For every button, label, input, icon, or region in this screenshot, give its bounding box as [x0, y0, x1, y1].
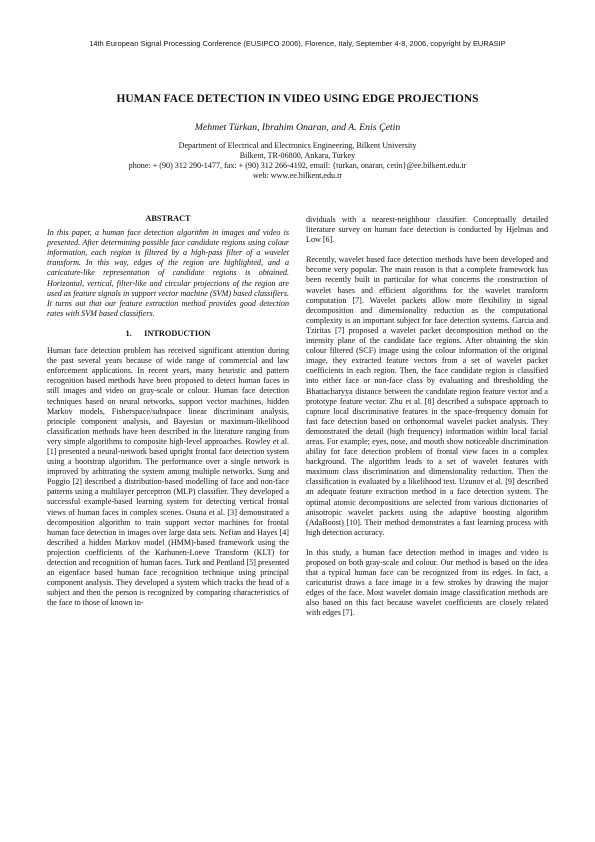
introduction-paragraph-1-continued: dividuals with a nearest-neighbour classifier. Conceptually detailed literature survey on human face detection is conducted by Hjelmas and Low [6].: [306, 215, 548, 245]
introduction-heading: 1. INTRODUCTION: [125, 328, 211, 338]
right-column: [306, 215, 548, 619]
conference-header: 14th European Signal Processing Conference (EUSIPCO 2006), Florence, Italy, September 4-8, 2006, copyright by EURASIP: [89, 39, 506, 48]
abstract-text: In this paper, a human face detection algorithm in images and video is presented. After determining possible face candidate regions using colour information, each region is filtered by a high-pass filter of a wavelet transform. In this way, edges of the region are highlighted, and a caricature-like representation of candidate regions is obtained. Horizontal, vertical, filter-like and circular projections of the region are used as feature signals in support vector machine (SVM) based classifiers. It turns out that our feature extraction method provides good detection rates with SVM based classifiers.: [47, 228, 289, 318]
affiliation-department: Department of Electrical and Electronics Engineering, Bilkent University: [178, 141, 417, 150]
affiliation-web: web: www.ee.bilkent.edu.tr: [252, 171, 343, 181]
left-column: [47, 214, 289, 608]
affiliation-address: Bilkent, TR-06800, Ankara, Turkey: [239, 151, 356, 161]
paper-authors: Mehmet Türkan, Ibrahim Onaran, and A. Enis Çetin: [194, 122, 401, 133]
introduction-paragraph-1: Human face detection problem has received significant attention during the past several years because of wide range of commercial and law enforcement applications. In recent years, many heuristic and pattern recognition based methods have been proposed to detect human faces in still images and video on gray-scale or colour. Human face detection techniques based on neural networks, support vector machines, hidden Markov models, Fisherspace/subspace linear discriminant analysis, principle component analysis, and Bayesian or maximum-likelihood classification methods have been described in the literature ranging from very simple algorithms to composite high-level approaches. Rowley et al. [1] presented a neural-network based upright frontal face detection system using a bootstrap algorithm. The performance over a single network is improved by arbitrating the system among multiple networks. Sung and Poggio [2] described a distribution-based modelling of face and non-face patterns using a multilayer perceptron (MLP) classifier. They developed a successful example-based learning system for detecting vertical frontal views of human faces in complex scenes. Osuna et al. [3] demonstrated a decomposition algorithm to train support vector machines for frontal human face detection in images over large data sets. Nefian and Hayes [4] described a hidden Markov model (HMM)-based framework using the projection coefficients of the Karhunen-Loeve Transform (KLT) for detection and recognition of human faces. Turk and Pentland [5] presented an eigenface based human face recognition technique using principal component analysis. They developed a system which tracks the head of a subject and then the person is recognized by comparing characteristics of the face to those of known in-: [47, 346, 289, 608]
abstract-heading: ABSTRACT: [145, 214, 191, 223]
paper-title: HUMAN FACE DETECTION IN VIDEO USING EDGE PROJECTIONS: [116, 93, 479, 105]
introduction-paragraph-3: In this study, a human face detection method in images and video is proposed on both gray-scale and colour. Our method is based on the idea that a typical human face can be recognized from its edges. In fact, a caricaturist draws a face image in a few strokes by drawing the major edges of the face. Most wavelet domain image classification methods are also based on this fact because wavelet coefficients are closely related with edges [7].: [306, 547, 548, 618]
affiliation-block: [0, 141, 595, 181]
introduction-paragraph-2: Recently, wavelet based face detection methods have been developed and become very popular. The main reason is that a complete framework has been recently built in particular for what concerns the construction of wavelet bases and efficient algorithms for the wavelet transform computation [7]. Wavelet packets allow more flexibility in signal decomposition and dimensionality reduction as the computational complexity is an important subject for face detection systems. Garcia and Tziritas [7] proposed a wavelet packet decomposition method on the intensity plane of the candidate face regions. After obtaining the skin colour filtered (SCF) image using the colour information of the original image, they extracted feature vectors from a set of wavelet packet coefficients in each region. Then, the face candidate region is classified into either face or non-face class by evaluating and thresholding the Bhattacharyya distance between the candidate region feature vector and a prototype feature vector. Zhu et al. [8] described a subspace approach to capture local discriminative features in the space-frequency domain for fast face detection based on orthonormal wavelet packet analysis. They demonstrated the detail (high frequency) information within local facial areas. For example; eyes, nose, and mouth show noticeable discrimination ability for face detection problem of frontal view faces in a complex background. The algorithm leads to a set of wavelet features with maximum class discrimination and dimensionality reduction. Then the classification is evaluated by a likelihood test. Uzunov et al. [9] described an adequate feature extraction method in a face detection system. The optimal atomic decompositions are selected from various dictionaries of anisotropic wavelet packets using the adaptive boosting algorithm (AdaBoost) [10]. Their method demonstrates a fast learning process with high detection accuracy.: [306, 255, 548, 537]
affiliation-contact: phone: + (90) 312 290-1477, fax: + (90) 312 266-4192, email: {turkan, onaran, cetin}@ee.bilkent.edu.tr: [128, 161, 467, 171]
